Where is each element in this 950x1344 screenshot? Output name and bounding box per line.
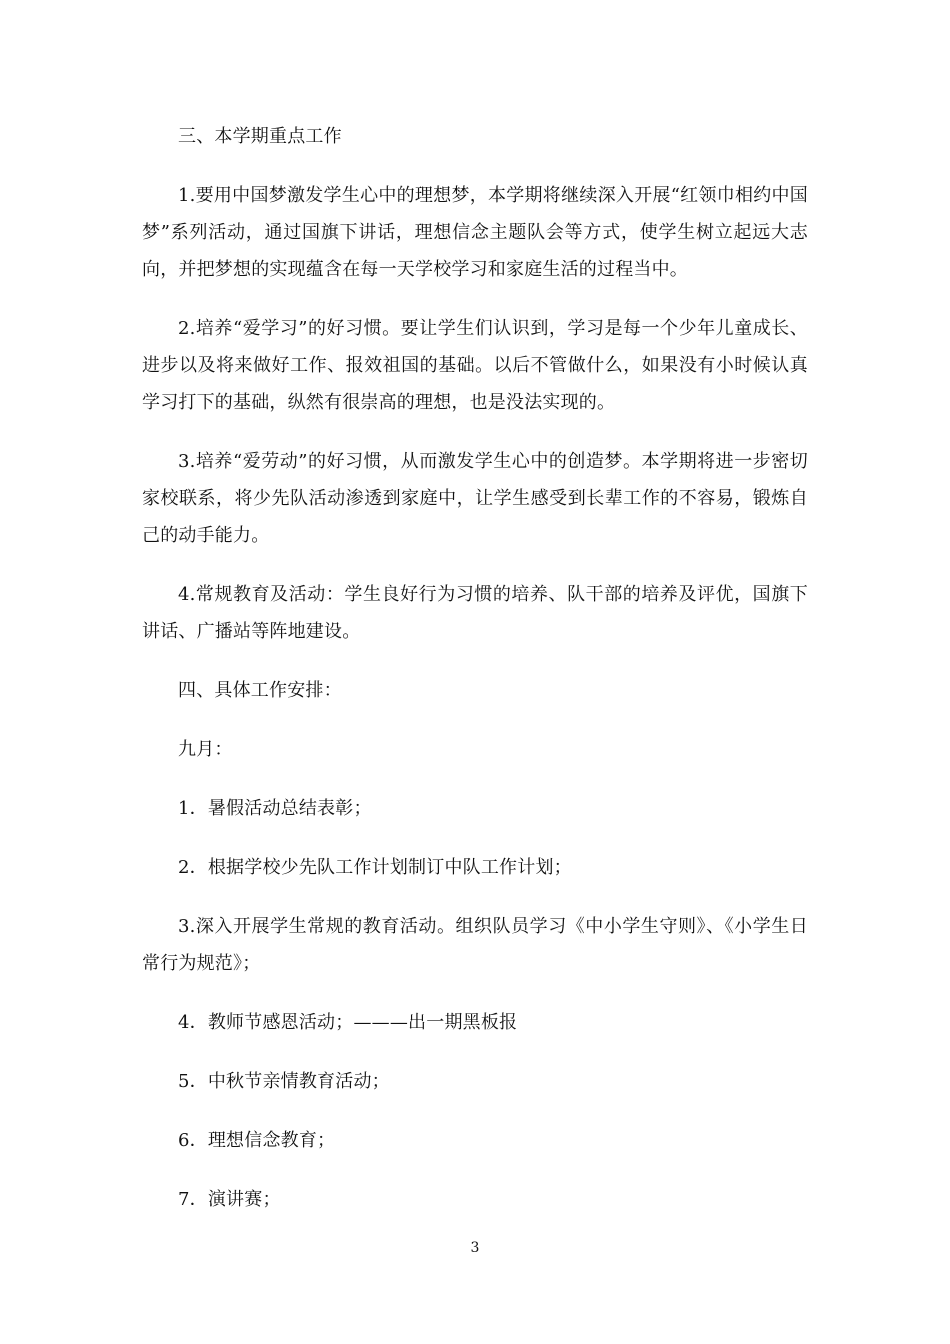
focus-item-3: 3.培养“爱劳动”的好习惯，从而激发学生心中的创造梦。本学期将进一步密切家校联系，将少先队活动渗透到家庭中，让学生感受到长辈工作的不容易，锻炼自己的动手能力。 (142, 451, 808, 546)
september-item-5: 5．中秋节亲情教育活动； (178, 1071, 390, 1092)
september-item-2: 2．根据学校少先队工作计划制订中队工作计划； (178, 857, 572, 878)
page-number: 3 (470, 1240, 480, 1256)
focus-item-2: 2.培养“爱学习”的好习惯。要让学生们认识到，学习是每一个少年儿童成长、进步以及将来做好工作、报效祖国的基础。以后不管做什么，如果没有小时候认真学习打下的基础，纵然有很崇高的理想，也是没法实现的。 (142, 318, 808, 413)
month-label: 九月： (178, 739, 233, 760)
focus-item-4: 4.常规教育及活动：学生良好行为习惯的培养、队干部的培养及评优，国旗下讲话、广播站等阵地建设。 (142, 584, 808, 642)
september-item-4: 4．教师节感恩活动；———出一期黑板报 (178, 1012, 518, 1033)
september-item-7: 7．演讲赛； (178, 1189, 281, 1210)
document-body (142, 118, 808, 1240)
september-item-3: 3.深入开展学生常规的教育活动。组织队员学习《中小学生守则》、《小学生日常行为规范》； (142, 916, 808, 974)
focus-item-1: 1.要用中国梦激发学生心中的理想梦，本学期将继续深入开展“红领巾相约中国梦”系列活动，通过国旗下讲话，理想信念主题队会等方式，使学生树立起远大志向，并把梦想的实现蕴含在每一天学校学习和家庭生活的过程当中。 (142, 185, 808, 280)
september-item-1: 1．暑假活动总结表彰； (178, 798, 372, 819)
section-three-heading: 三、本学期重点工作 (178, 126, 342, 147)
september-item-6: 6．理想信念教育； (178, 1130, 336, 1151)
section-four-heading: 四、具体工作安排： (178, 680, 342, 701)
